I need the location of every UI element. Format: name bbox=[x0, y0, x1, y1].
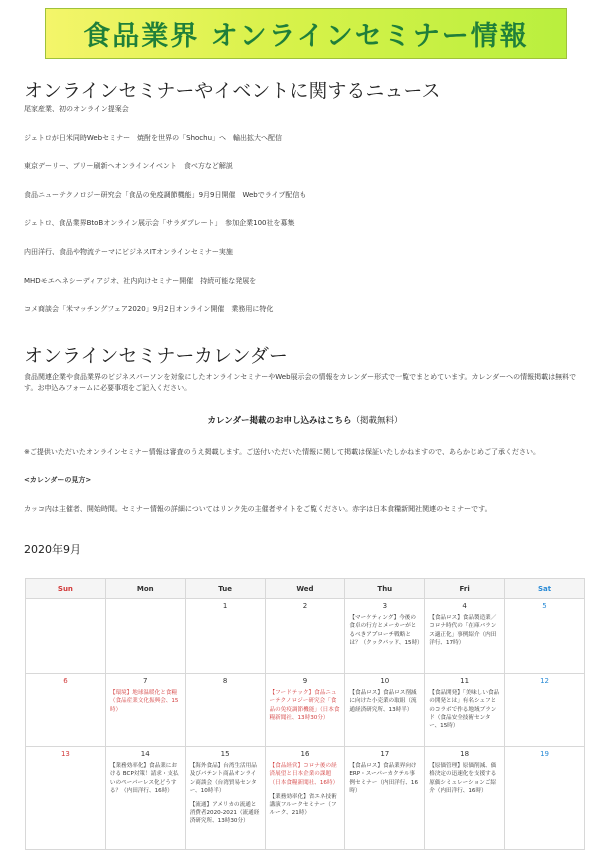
calendar-event-link[interactable]: 【食品開発】「美味しい食品の開発とは」有名シェフとのコラボで作る地域ブランド（食品安全技術センター、15時） bbox=[429, 690, 500, 730]
news-link[interactable]: ジェトロ、食品業界BtoBオンライン展示会「サラダプレート」 参加企業100社を募集 bbox=[24, 219, 295, 228]
calendar-month: 2020年9月 bbox=[24, 543, 81, 556]
news-item bbox=[24, 304, 584, 333]
calendar-event-link[interactable]: 【海外食品】台湾生活用品及びパテント商品オンライン商談会（台湾貿易センター、10時半） bbox=[189, 763, 257, 794]
weekday-header: Tue bbox=[185, 579, 265, 599]
day-number: 5 bbox=[542, 602, 547, 610]
day-number: 1 bbox=[222, 602, 228, 610]
calendar-event-link[interactable]: 【フードテック】食品ニューテクノロジー研究会「食品の免疫調節機能」（日本食糧新聞社、13時30分） bbox=[269, 690, 340, 721]
day-number: 8 bbox=[222, 677, 228, 685]
weekday-header: Sat bbox=[505, 579, 585, 599]
calendar-day-cell bbox=[185, 599, 265, 674]
calendar-day-cell bbox=[26, 599, 106, 674]
calendar-event-link[interactable]: 【食品ロス】食品製造業／コロナ時代の「在庫バランス適正化」事例紹介（内田洋行、17時） bbox=[429, 615, 497, 646]
weekday-header: Thu bbox=[345, 579, 425, 599]
calendar-day-cell bbox=[505, 747, 585, 850]
calendar-day-cell bbox=[425, 674, 505, 747]
weekday-header-row bbox=[26, 579, 585, 599]
calendar-day-cell bbox=[185, 747, 265, 850]
calendar-week-row bbox=[26, 747, 585, 850]
calendar-day-cell bbox=[265, 747, 345, 850]
calendar-day-cell bbox=[105, 747, 185, 850]
apply-link[interactable]: カレンダー掲載のお申し込みはこちら bbox=[207, 416, 352, 426]
day-number: 13 bbox=[60, 750, 70, 758]
news-link[interactable]: 食品ニューテクノロジー研究会「食品の免疫調節機能」9月9日開催 Webでライブ配信も bbox=[24, 190, 307, 199]
calendar-table bbox=[25, 578, 585, 850]
calendar-day-cell bbox=[185, 674, 265, 747]
day-number: 15 bbox=[220, 750, 230, 758]
calendar-event-link[interactable]: 【食品ロス】食品ロス削減に向けた小売業の取組（流通経済研究所、13時半） bbox=[349, 690, 417, 713]
calendar-day-cell bbox=[425, 599, 505, 674]
howto-title: <カレンダーの見方> bbox=[24, 476, 92, 484]
calendar-day-cell bbox=[345, 674, 425, 747]
calendar-day-cell bbox=[26, 747, 106, 850]
day-number: 10 bbox=[380, 677, 390, 685]
news-link[interactable]: 内田洋行、食品や物流テーマにビジネスITオンラインセミナー実施 bbox=[24, 247, 233, 256]
calendar-day-cell bbox=[265, 674, 345, 747]
calendar-event-link[interactable]: 【マーケティング】今後の食卓の行方とメーカーがとるべきアプローチ戦略とは？（クックパッド、15時） bbox=[349, 615, 423, 646]
apply-line bbox=[0, 414, 610, 426]
day-number: 7 bbox=[143, 677, 148, 685]
calendar-day-cell bbox=[425, 747, 505, 850]
news-list bbox=[24, 104, 584, 333]
weekday-header: Sun bbox=[26, 579, 106, 599]
calendar-day-cell bbox=[505, 599, 585, 674]
news-item bbox=[24, 247, 584, 276]
calendar-event-link[interactable]: 【環境】地球温暖化と食糧（食品産業文化振興会、15時） bbox=[109, 690, 179, 713]
weekday-header: Fri bbox=[425, 579, 505, 599]
calendar-event-link[interactable]: 【業務効率化】省エネ技術講演フルークセミナー（フルーク、21時） bbox=[269, 793, 337, 817]
notice-text: ※ご提供いただいたオンラインセミナー情報は審査のうえ掲載します。ご送付いただいた情報に関して掲載は保証いたしかねますので、あらかじめご了承ください。 bbox=[24, 448, 540, 456]
banner-title: 食品業界 オンラインセミナー情報 bbox=[83, 21, 529, 52]
news-item bbox=[24, 161, 584, 190]
calendar-week-row bbox=[26, 599, 585, 674]
news-heading: オンラインセミナーやイベントに関するニュース bbox=[24, 80, 441, 102]
news-link[interactable]: 尾家産業、初のオンライン提案会 bbox=[24, 105, 129, 113]
calendar-day-cell bbox=[105, 599, 185, 674]
day-number: 19 bbox=[540, 750, 549, 758]
weekday-header: Mon bbox=[105, 579, 185, 599]
calendar-week-row bbox=[26, 674, 585, 747]
site-banner bbox=[45, 8, 567, 59]
apply-fee: （掲載無料） bbox=[351, 416, 403, 426]
weekday-header: Wed bbox=[265, 579, 345, 599]
news-link[interactable]: MHDモエヘネシーディアジオ、社内向けセミナー開催 持続可能な発展を bbox=[24, 276, 257, 285]
calendar-day-cell bbox=[345, 747, 425, 850]
day-number: 17 bbox=[380, 750, 390, 758]
news-link[interactable]: コメ商談会「米マッチングフェア2020」9月2日オンライン開催 業務用に特化 bbox=[24, 305, 274, 314]
day-number: 12 bbox=[540, 677, 549, 685]
news-item bbox=[24, 133, 584, 162]
calendar-intro: 食品関連企業や食品業界のビジネスパーソンを対象にしたオンラインセミナーやWeb展示会の情報をカレンダー形式で一覧でまとめています。カレンダーへの情報掲載は無料です。お申込みフォームに必要事項をご記入ください。 bbox=[24, 373, 577, 392]
news-item bbox=[24, 218, 584, 247]
calendar-day-cell bbox=[345, 599, 425, 674]
calendar-event-link[interactable]: 【原価管理】原価削減、価格決定の迅速化を支援する原価シミュレーションご紹介（内田洋行、16時） bbox=[429, 763, 497, 794]
calendar-day-cell bbox=[505, 674, 585, 747]
news-link[interactable]: ジェトロが日米同時Webセミナー 焼酎を世界の「Shochu」へ 輸出拡大へ配信 bbox=[24, 133, 283, 142]
news-link[interactable]: 東京デーリー、ブリー刷新へオンラインイベント 食べ方など解説 bbox=[24, 162, 233, 171]
calendar-day-cell bbox=[26, 674, 106, 747]
news-item bbox=[24, 104, 584, 133]
news-item bbox=[24, 276, 584, 305]
calendar-day-cell bbox=[265, 599, 345, 674]
day-number: 2 bbox=[302, 602, 308, 610]
howto-text: カッコ内は主催者、開始時間。セミナー情報の詳細についてはリンク先の主催者サイトをご覧ください。赤字は日本食糧新聞社関連のセミナーです。 bbox=[24, 505, 492, 513]
day-number: 18 bbox=[460, 750, 470, 758]
day-number: 16 bbox=[300, 750, 310, 758]
calendar-day-cell bbox=[105, 674, 185, 747]
day-number: 14 bbox=[140, 750, 150, 758]
day-number: 9 bbox=[302, 677, 308, 685]
news-item bbox=[24, 190, 584, 219]
calendar-event-link[interactable]: 【流通】アメリカの流通と消費者2020-2021（流通経済研究所、13時30分） bbox=[189, 802, 260, 825]
day-number: 4 bbox=[462, 602, 467, 610]
calendar-event-link[interactable]: 【業務効率化】食品業における BCP対策！請求・支払いのペーパーレス化どうする？（内田洋行、16時） bbox=[109, 763, 179, 794]
calendar-event-link[interactable]: 【食品ロス】食品業界向けERP・スーパーカクテル事例セミナー（内田洋行、16時） bbox=[349, 763, 419, 794]
day-number: 6 bbox=[63, 677, 68, 685]
day-number: 3 bbox=[382, 602, 388, 610]
calendar-event-link[interactable]: 【食品経営】コロナ後の経済展望と日本企業の課題（日本食糧新聞社、16時） bbox=[269, 763, 339, 786]
calendar-heading: オンラインセミナーカレンダー bbox=[24, 345, 288, 367]
day-number: 11 bbox=[460, 677, 470, 685]
